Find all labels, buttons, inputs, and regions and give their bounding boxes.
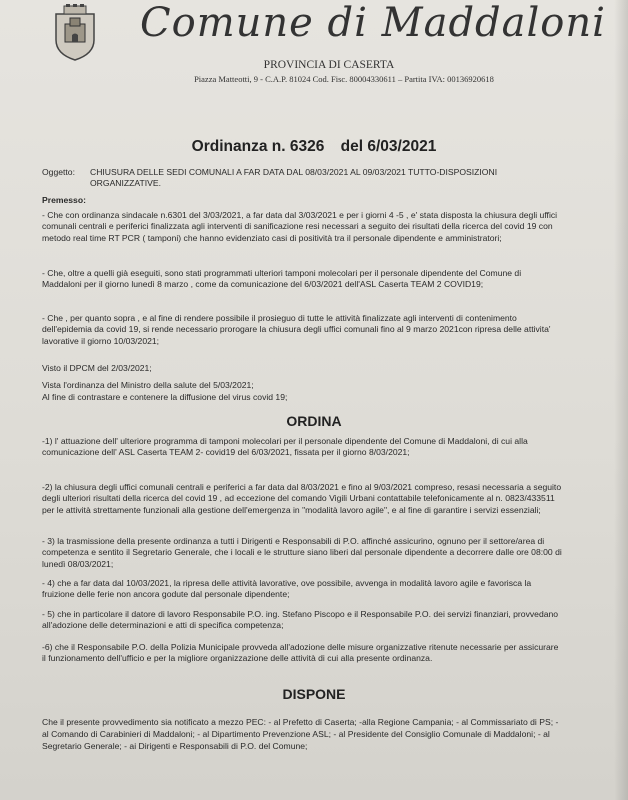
ordina-item: - 5) che in particolare il datore di lavoro Responsabile P.O. ing. Stefano Piscopo e il Responsabile P.O. dei servizi finanziari, provvedano all'adozione delle determinazioni e atti di specifica competenza;	[42, 609, 559, 631]
ordinance-title	[0, 138, 628, 156]
address-line: Piazza Matteotti, 9 - C.A.P. 81024 Cod. Fisc. 80004330611 – Partita IVA: 00136920618	[194, 74, 494, 84]
ordina-item: - 3) la trasmissione della presente ordinanza a tutti i Dirigenti e Responsabili di P.O. affinché assicurino, ognuno per il settore/area di competenza e sentito il Segretario Generale, che i locali e le strutture siano liberi dal personale dipendente a decorrere dalle ore 08:00 di lunedì 08/03/2021;	[42, 536, 562, 569]
premesso-paragraph: - Che, oltre a quelli già eseguiti, sono stati programmati ulteriori tamponi molecolari per il personale dipendente del Comune di Maddaloni per il giorno lunedì 8 marzo , come da comunicazione del 6/03/2021 dell'ASL Caserta TEAM 2 COVID19;	[42, 268, 522, 290]
subject-label: Oggetto:	[42, 167, 75, 177]
page-edge-shadow	[614, 0, 628, 800]
dispone-text: Che il presente provvedimento sia notificato a mezzo PEC: - al Prefetto di Caserta; -alla Regione Campania; - al Commissariato di PS; - al Comando di Carabinieri di Maddaloni; - al Dipartimento Prevenzione ASL; - al Presidente del Consiglio Comunale di Maddaloni; - al Segretario Generale; - ai Dirigenti e Responsabili di P.O. del Comune;	[42, 717, 559, 751]
ordina-item: -6) che il Responsabile P.O. della Polizia Municipale provveda all'adozione delle misure organizzative ritenute necessarie per assicurare il funzionamento dell'ufficio e per la migliore organizzazione delle attività di cui alla presente ordinanza.	[42, 642, 559, 664]
province-line: PROVINCIA DI CASERTA	[263, 59, 395, 71]
al-fine: Al fine di contrastare e contenere la diffusione del virus covid 19;	[42, 392, 288, 402]
ordina-item: -1) l' attuazione dell' ulteriore programma di tamponi molecolari per il personale dipendente del Comune di Maddaloni, di cui alla comunicazione dell' ASL Caserta TEAM 2- covid19 del 6/03/2021, fissata per il giorno 8/03/2021;	[42, 436, 528, 458]
ordina-heading: ORDINA	[286, 413, 342, 429]
ordinance-date: del 6/03/2021	[340, 138, 437, 155]
subject-text: CHIUSURA DELLE SEDI COMUNALI A FAR DATA DAL 08/03/2021 AL 09/03/2021 TUTTO-DISPOSIZIONI ORGANIZZATIVE.	[90, 167, 498, 188]
municipal-crest-icon	[50, 4, 100, 62]
ordina-item: -2) la chiusura degli uffici comunali centrali e periferici a far data dal 8/03/2021 e fino al 9/03/2021 compreso, resasi necessaria a seguito degli ulteriori risultati della ricerca del covid 19 , ad eccezione del comando Vigili Urbani contattabile telefonicamente al n. 0823/433511 per le attività strettamente funzionali alla gestione dell'emergenza in "modalità lavoro agile", e al fine di garantire i servizi essenziali;	[42, 482, 562, 515]
ordinance-number: Ordinanza n. 6326	[191, 138, 325, 155]
municipality-title: Comune di Maddaloni	[140, 0, 606, 46]
premesso-paragraph: - Che con ordinanza sindacale n.6301 del 3/03/2021, a far data dal 3/03/2021 e per i giorni 4 -5 , e' stata disposta la chiusura degli uffici comunali centrali e periferici finalizzata agli interventi di sanificazione resi necessari a seguito dei risultati della ricerca del covid 19 con metodo real time RT PCR ( tamponi) che hanno evidenziato casi di positività tra il personale dipendente e amministratori;	[42, 210, 558, 243]
premesso-label: Premesso:	[42, 195, 86, 205]
vista-ordinanza: Vista l'ordinanza del Ministro della salute del 5/03/2021;	[42, 380, 254, 390]
premesso-paragraph: - Che , per quanto sopra , e al fine di rendere possibile il prosieguo di tutte le attività finalizzate agli interventi di contenimento dell'epidemia da covid 19, si rende necessario prorogare la chiusura degli uffici comunali fino al 9 marzo 2021con ripresa delle attivita' lavorative il giorno 10/03/2021;	[42, 313, 551, 346]
ordina-item: - 4) che a far data dal 10/03/2021, la ripresa delle attività lavorative, ove possibile, avvenga in modalità lavoro agile e favorisca la fruizione delle ferie non ancora godute dal personale dipendente;	[42, 578, 532, 600]
visto-dpcm: Visto il DPCM del 2/03/2021;	[42, 363, 152, 373]
dispone-heading: DISPONE	[282, 686, 346, 702]
